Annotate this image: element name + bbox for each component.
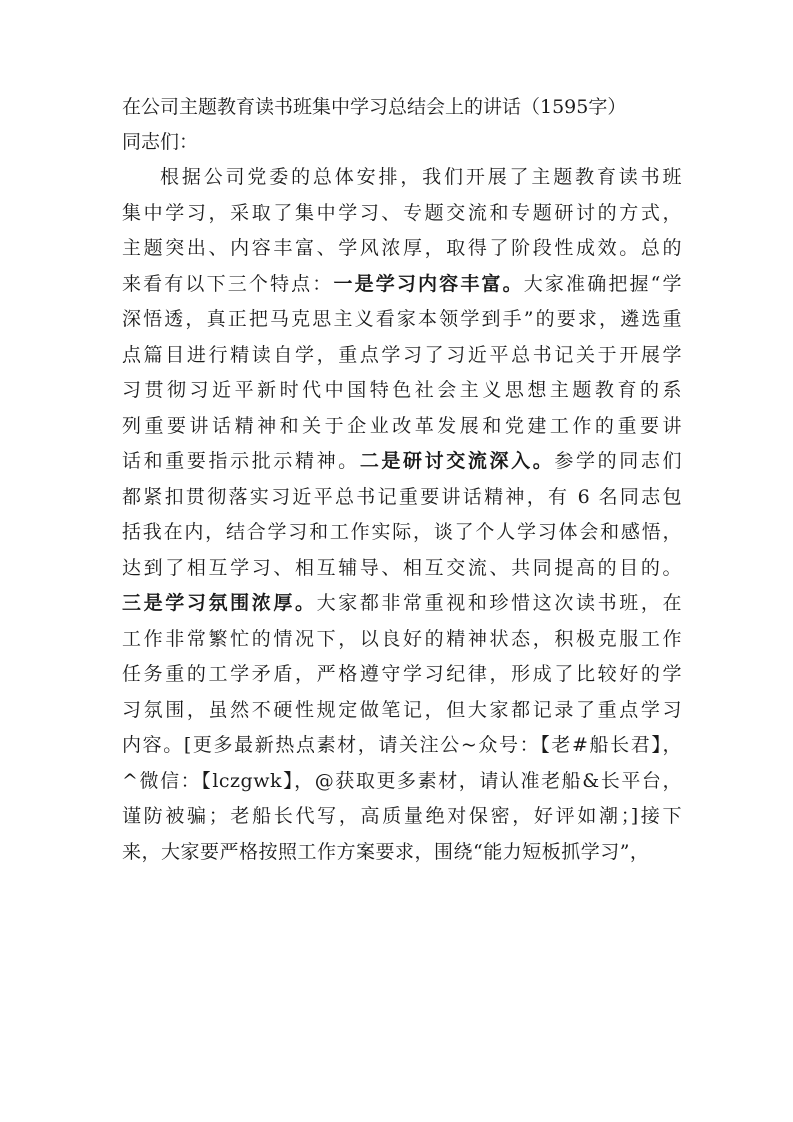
paragraph-line (122, 622, 682, 658)
paragraph-text: 来看有以下三个特点： (122, 272, 334, 295)
paragraph-line (122, 764, 682, 800)
document-title: 在公司主题教育读书班集中学习总结会上的讲话（1595字） (122, 96, 627, 118)
paragraph-line (122, 409, 682, 445)
paragraph-text: 列重要讲话精神和关于企业改革发展和党建工作的重要讲 (122, 414, 682, 437)
document-page (122, 90, 682, 870)
paragraph-text: 都紧扣贯彻落实习近平总书记重要讲话精神，有 6 名同志包 (122, 485, 682, 508)
paragraph-text: 任务重的工学矛盾，严格遵守学习纪律，形成了比较好的学 (122, 663, 682, 685)
paragraph-line (122, 551, 682, 587)
paragraph-line (122, 196, 682, 232)
paragraph-text: 点篇目进行精读自学，重点学习了习近平总书记关于开展学 (122, 343, 682, 366)
paragraph-text: 来，大家要严格按照工作方案要求，围绕“能力短板抓学习”， (122, 840, 650, 863)
paragraph-text: 根据公司党委的总体安排，我们开展了主题教育读书班 (160, 166, 682, 188)
paragraph-text: ^微信：【lczgwk】，@获取更多素材，请认准老船&长平台， (122, 769, 682, 792)
paragraph-line (122, 302, 682, 338)
paragraph-line (122, 728, 682, 764)
paragraph-line (122, 799, 682, 835)
paragraph-text: 谨防被骗；老船长代写，高质量绝对保密，好评如潮；]接下 (122, 805, 682, 827)
paragraph-line (122, 160, 682, 196)
paragraph-text: 集中学习，采取了集中学习、专题交流和专题研讨的方式， (122, 201, 682, 224)
paragraph-line (122, 231, 682, 267)
paragraph-text: 大家准确把握“学 (523, 272, 682, 295)
paragraph-line (122, 444, 682, 480)
paragraph-text: 话和重要指示批示精神。 (122, 450, 360, 472)
paragraph-line (122, 267, 682, 303)
paragraph-text: 习贯彻习近平新时代中国特色社会主义思想主题教育的系 (122, 379, 682, 401)
paragraph-text: 主题突出、内容丰富、学风浓厚，取得了阶段性成效。总的 (122, 237, 682, 259)
paragraph-text: 习氛围，虽然不硬性规定做笔记，但大家都记录了重点学习 (122, 698, 682, 721)
emphasis-text: 二是研讨交流深入。 (359, 450, 555, 472)
salutation: 同志们： (122, 131, 199, 153)
paragraph-text: 工作非常繁忙的情况下，以良好的精神状态，积极克服工作 (122, 627, 682, 650)
paragraph-line (122, 480, 682, 516)
body-paragraph (122, 160, 682, 870)
paragraph-line (122, 373, 682, 409)
emphasis-text: 三是学习氛围浓厚。 (122, 592, 317, 614)
paragraph-text: 参学的同志们 (554, 450, 682, 472)
paragraph-line (122, 515, 682, 551)
paragraph-text: 内容。[更多最新热点素材，请关注公~众号：【老#船长君】， (122, 734, 682, 756)
paragraph-text: 达到了相互学习、相互辅导、相互交流、共同提高的目的。 (122, 556, 682, 579)
paragraph-text: 大家都非常重视和珍惜这次读书班，在 (316, 592, 682, 614)
paragraph-text: 括我在内，结合学习和工作实际，谈了个人学习体会和感悟， (122, 521, 682, 543)
paragraph-line (122, 693, 682, 729)
paragraph-line (122, 338, 682, 374)
paragraph-line (122, 586, 682, 622)
paragraph-text: 深悟透，真正把马克思主义看家本领学到手”的要求，遴选重 (122, 308, 682, 330)
emphasis-text: 一是学习内容丰富。 (333, 272, 524, 295)
paragraph-line (122, 835, 682, 871)
paragraph-line (122, 657, 682, 693)
